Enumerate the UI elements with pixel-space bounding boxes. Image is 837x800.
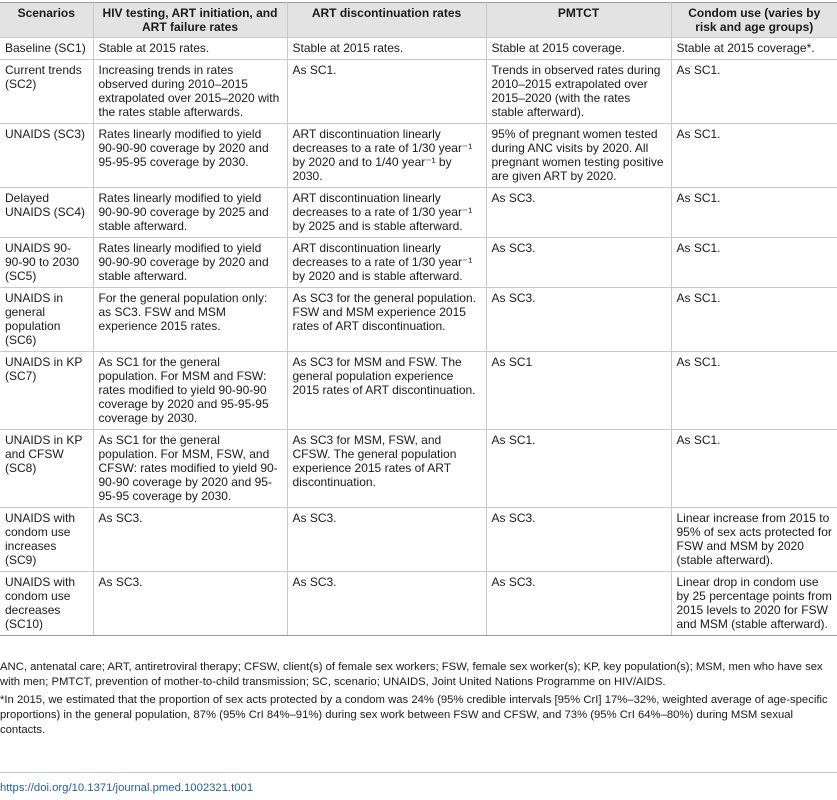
table-row	[0, 352, 837, 430]
scenario-name-cell: Current trends (SC2)	[0, 60, 93, 124]
scenario-name-cell: UNAIDS in general population (SC6)	[0, 288, 93, 352]
table-cell: As SC1.	[671, 60, 837, 124]
table-cell: Stable at 2015 coverage.	[486, 38, 671, 60]
table-cell: Stable at 2015 coverage*.	[671, 38, 837, 60]
table-cell: As SC1 for the general population. For MSM and FSW: rates modified to yield 90-90-90 coverage by 2020 and 95-95-95 coverage by 2030.	[93, 352, 287, 430]
table-row	[0, 508, 837, 572]
table-cell: Trends in observed rates during 2010–2015 extrapolated over 2015–2020 (with the rates stable afterward).	[486, 60, 671, 124]
table-cell: As SC3.	[486, 288, 671, 352]
table-cell: As SC3.	[287, 572, 486, 636]
table-cell: As SC3.	[486, 238, 671, 288]
table-cell: As SC1.	[671, 288, 837, 352]
table-cell: Linear drop in condom use by 25 percentage points from 2015 levels to 2020 for FSW and MSM (stable afterward).	[671, 572, 837, 636]
table-cell: ART discontinuation linearly decreases to a rate of 1/30 year⁻¹ by 2020 and is stable afterward.	[287, 238, 486, 288]
table-footnotes	[0, 660, 830, 741]
scenario-name-cell: UNAIDS in KP and CFSW (SC8)	[0, 430, 93, 508]
table-row	[0, 572, 837, 636]
table-row	[0, 430, 837, 508]
table-cell: As SC1.	[671, 124, 837, 188]
table-cell: As SC3 for the general population. FSW and MSM experience 2015 rates of ART discontinuation.	[287, 288, 486, 352]
scenarios-table	[0, 2, 837, 636]
table-cell: As SC1.	[671, 188, 837, 238]
table-cell: As SC3.	[486, 508, 671, 572]
table-cell: As SC1.	[671, 352, 837, 430]
table-cell: ART discontinuation linearly decreases to a rate of 1/30 year⁻¹ by 2020 and to 1/40 year⁻¹ by 2030.	[287, 124, 486, 188]
column-header: HIV testing, ART initiation, and ART failure rates	[93, 3, 287, 38]
column-header: Condom use (varies by risk and age groups)	[671, 3, 837, 38]
table-cell: 95% of pregnant women tested during ANC visits by 2020. All pregnant women testing positive are given ART by 2020.	[486, 124, 671, 188]
scenario-name-cell: Delayed UNAIDS (SC4)	[0, 188, 93, 238]
table-cell: As SC3.	[93, 572, 287, 636]
scenario-name-cell: Baseline (SC1)	[0, 38, 93, 60]
doi-link[interactable]: https://doi.org/10.1371/journal.pmed.1002321.t001	[0, 782, 254, 794]
table-row	[0, 238, 837, 288]
table-cell: As SC1.	[486, 430, 671, 508]
table-cell: Increasing trends in rates observed during 2010–2015 extrapolated over 2015–2020 with the rates stable afterwards.	[93, 60, 287, 124]
table-cell: As SC3.	[486, 572, 671, 636]
table-cell: Rates linearly modified to yield 90-90-90 coverage by 2020 and 95-95-95 coverage by 2030.	[93, 124, 287, 188]
table-cell: As SC3 for MSM, FSW, and CFSW. The general population experience 2015 rates of ART discontinuation.	[287, 430, 486, 508]
scenario-name-cell: UNAIDS with condom use increases (SC9)	[0, 508, 93, 572]
table-cell: As SC1.	[287, 60, 486, 124]
asterisk-footnote: *In 2015, we estimated that the proportion of sex acts protected by a condom was 24% (95% credible intervals [95% CrI] 17%–32%, weighted average of age-specific proportions) in the general population, 87% (95% CrI 84%–91%) during sex work between FSW and CFSW, and 73% (95% CrI 64%–80%) during MSM sexual contacts.	[0, 694, 828, 736]
table-cell: Stable at 2015 rates.	[93, 38, 287, 60]
table-cell: ART discontinuation linearly decreases to a rate of 1/30 year⁻¹ by 2025 and is stable afterward.	[287, 188, 486, 238]
table-cell: As SC1.	[671, 430, 837, 508]
table-row	[0, 60, 837, 124]
column-header: ART discontinuation rates	[287, 3, 486, 38]
table-cell: As SC1	[486, 352, 671, 430]
table-row	[0, 188, 837, 238]
scenario-name-cell: UNAIDS in KP (SC7)	[0, 352, 93, 430]
table-cell: Linear increase from 2015 to 95% of sex acts protected for FSW and MSM by 2020 (stable afterward).	[671, 508, 837, 572]
table-cell: As SC3.	[93, 508, 287, 572]
table-body	[0, 38, 837, 636]
column-header: PMTCT	[486, 3, 671, 38]
table-cell: For the general population only: as SC3. FSW and MSM experience 2015 rates.	[93, 288, 287, 352]
divider	[0, 772, 837, 773]
table-cell: As SC1.	[671, 238, 837, 288]
scenario-name-cell: UNAIDS with condom use decreases (SC10)	[0, 572, 93, 636]
table-cell: Rates linearly modified to yield 90-90-90 coverage by 2025 and stable afterward.	[93, 188, 287, 238]
table-row	[0, 288, 837, 352]
table-cell: As SC3 for MSM and FSW. The general population experience 2015 rates of ART discontinuation.	[287, 352, 486, 430]
table-row	[0, 124, 837, 188]
table-cell: As SC1 for the general population. For MSM, FSW, and CFSW: rates modified to yield 90-90-90 coverage by 2020 and 95-95-95 coverage by 2030.	[93, 430, 287, 508]
table-cell: Rates linearly modified to yield 90-90-90 coverage by 2020 and stable afterward.	[93, 238, 287, 288]
table-row	[0, 38, 837, 60]
table-cell: Stable at 2015 rates.	[287, 38, 486, 60]
scenario-name-cell: UNAIDS 90-90-90 to 2030 (SC5)	[0, 238, 93, 288]
scenario-name-cell: UNAIDS (SC3)	[0, 124, 93, 188]
abbreviations-footnote: ANC, antenatal care; ART, antiretroviral therapy; CFSW, client(s) of female sex workers; FSW, female sex worker(s); KP, key population(s); MSM, men who have sex with men; PMTCT, prevention of mother-to-child transmission; SC, scenario; UNAIDS, Joint United Nations Programme on HIV/AIDS.	[0, 661, 823, 688]
table-cell: As SC3.	[486, 188, 671, 238]
table-cell: As SC3.	[287, 508, 486, 572]
column-header: Scenarios	[0, 3, 93, 38]
table-header-row	[0, 3, 837, 38]
